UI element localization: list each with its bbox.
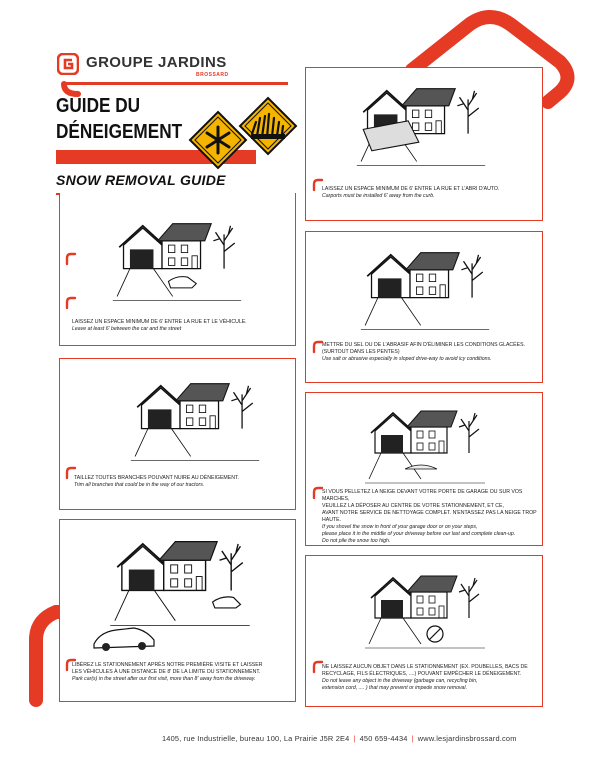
- panel-4-fr: TAILLEZ TOUTES BRANCHES POUVANT NUIRE AU DÉNEIGEMENT.: [74, 475, 239, 481]
- brand-name: GROUPE JARDINS: [86, 54, 227, 71]
- subtitle: SNOW REMOVAL GUIDE: [56, 172, 226, 188]
- panel-2-en: Leave at least 6' between the car and the street: [72, 326, 182, 332]
- panel-2-fr: LAISSEZ UN ESPACE MINIMUM DE 6' ENTRE LA RUE ET LE VÉHICULE.: [72, 319, 247, 325]
- panel-4-en: Trim all branches that could be in the way of our tractors.: [74, 482, 205, 488]
- brand-sub: BROSSARD: [196, 72, 229, 78]
- panel-6-en: Park car(s) in the street after our first visit, more than 8' away from the driveway.: [72, 676, 256, 682]
- panel-7-fr: NE LAISSEZ AUCUN OBJET DANS LE STATIONNEMENT (EX. POUBELLES, BACS DE RECYCLAGE, FILS ÉLECTRIQUES, ....) POUVANT EMPÊCHER LE DÉNEIGEMENT.: [322, 664, 528, 677]
- panel-7-en: Do not leave any object in the driveway (garbage can, recycling bin, extension cord, .... ) that may prevent or impede snow removal.: [322, 678, 478, 691]
- panel-5-en: If you shovel the snow in front of your garage door or on your steps, please place it in the middle of your driveway before our last and complete clean-up. Do not pile the snow too high.: [322, 524, 516, 544]
- title-line2: DÉNEIGEMENT: [56, 121, 183, 143]
- panel-6-fr: LIBÉREZ LE STATIONNEMENT APRÈS NOTRE PREMIÈRE VISITE ET LAISSER LES VÉHICULES À UNE DISTANCE DE 8' DE LA LIMITE DU STATIONNEMENT.: [72, 662, 263, 675]
- footer-address: 1405, rue Industrielle, bureau 100, La Prairie J5R 2E4: [162, 734, 350, 743]
- footer-phone: 450 659-4434: [359, 734, 408, 743]
- panel-1-en: Carports must be installed 6' away from the curb.: [322, 193, 435, 199]
- panel-1-fr: LAISSEZ UN ESPACE MINIMUM DE 6' ENTRE LA RUE ET L'ABRI D'AUTO.: [322, 186, 500, 192]
- panel-3-en: Use salt or abrasive especially in sloped drive-way to avoid icy conditions.: [322, 356, 492, 362]
- panel-3-fr: METTRE DU SEL OU DE L'ABRASIF AFIN D'ÉLIMINER LES CONDITIONS GLACÉES. (SURTOUT DANS LES PENTES): [322, 342, 525, 355]
- footer-website-link[interactable]: www.lesjardinsbrossard.com: [417, 734, 517, 743]
- title-line1: GUIDE DU: [56, 95, 141, 117]
- panel-5-fr: SI VOUS PELLETEZ LA NEIGE DEVANT VOTRE PORTE DE GARAGE OU SUR VOS MARCHES, VEUILLEZ LA DÉPOSER AU CENTRE DE VOTRE STATIONNEMENT, ET CE, AVANT NOTRE SERVICE DE NETTOYAGE COMPLET. N'ENTASSEZ PAS LA NEIGE TROP HAUTE.: [322, 489, 537, 523]
- footer: 1405, rue Industrielle, bureau 100, La Prairie J5R 2E4 | 450 659-4434 | www.lesjardinsbrossard.com: [162, 734, 517, 743]
